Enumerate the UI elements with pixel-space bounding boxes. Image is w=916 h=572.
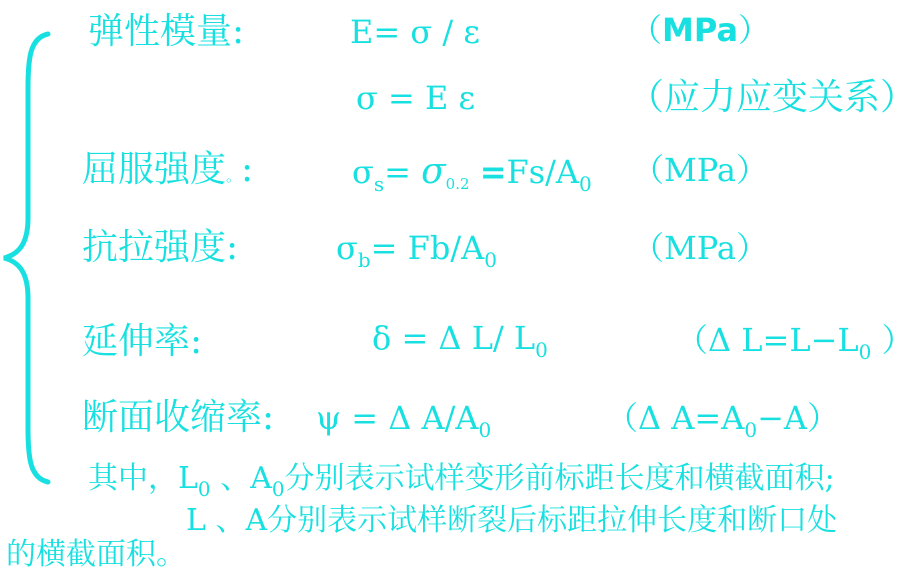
label-reduction-of-area: 断面收缩率: — [82, 397, 275, 438]
note-elongation: （Δ $L=L-L_0$ ） — [676, 321, 914, 364]
curly-brace — [0, 28, 60, 488]
formula-tensile-strength: $\sigma_b= Fb/A_0$ — [336, 229, 497, 272]
formula-elastic-modulus: E= σ / ε — [350, 13, 480, 51]
label-elastic-modulus: 弹性模量: — [88, 11, 245, 52]
label-elongation: 延伸率: — [82, 321, 203, 362]
note-reduction-of-area: （Δ $A=A_0-A$） — [606, 399, 839, 442]
unit-elastic-modulus: （MPa） — [630, 11, 771, 49]
unit-yield-strength: （MPa） — [632, 151, 768, 189]
note-stress-strain: （应力应变关系） — [628, 77, 916, 118]
formula-reduction-of-area: ψ = Δ $A/A_0$ — [316, 399, 492, 442]
label-yield-strength: 屈服强度。: — [82, 149, 254, 190]
unit-tensile-strength: （MPa） — [632, 229, 768, 267]
formula-stress-strain: σ = E ε — [356, 79, 476, 117]
note-line-2: L 、A分别表示试样断裂后标距拉伸长度和断口处 — [186, 503, 838, 538]
note-line-3: 的横截面积。 — [6, 537, 186, 572]
label-tensile-strength: 抗拉强度: — [82, 227, 239, 268]
formula-elongation: δ = Δ L/ $L_0$ — [372, 319, 548, 362]
formula-yield-strength: $\sigma_s= \sigma 0.2 =Fs/A_0$ — [352, 151, 592, 196]
note-line-1: 其中，$L_0$ 、$A_0$分别表示试样变形前标距长度和横截面积; — [88, 461, 835, 501]
